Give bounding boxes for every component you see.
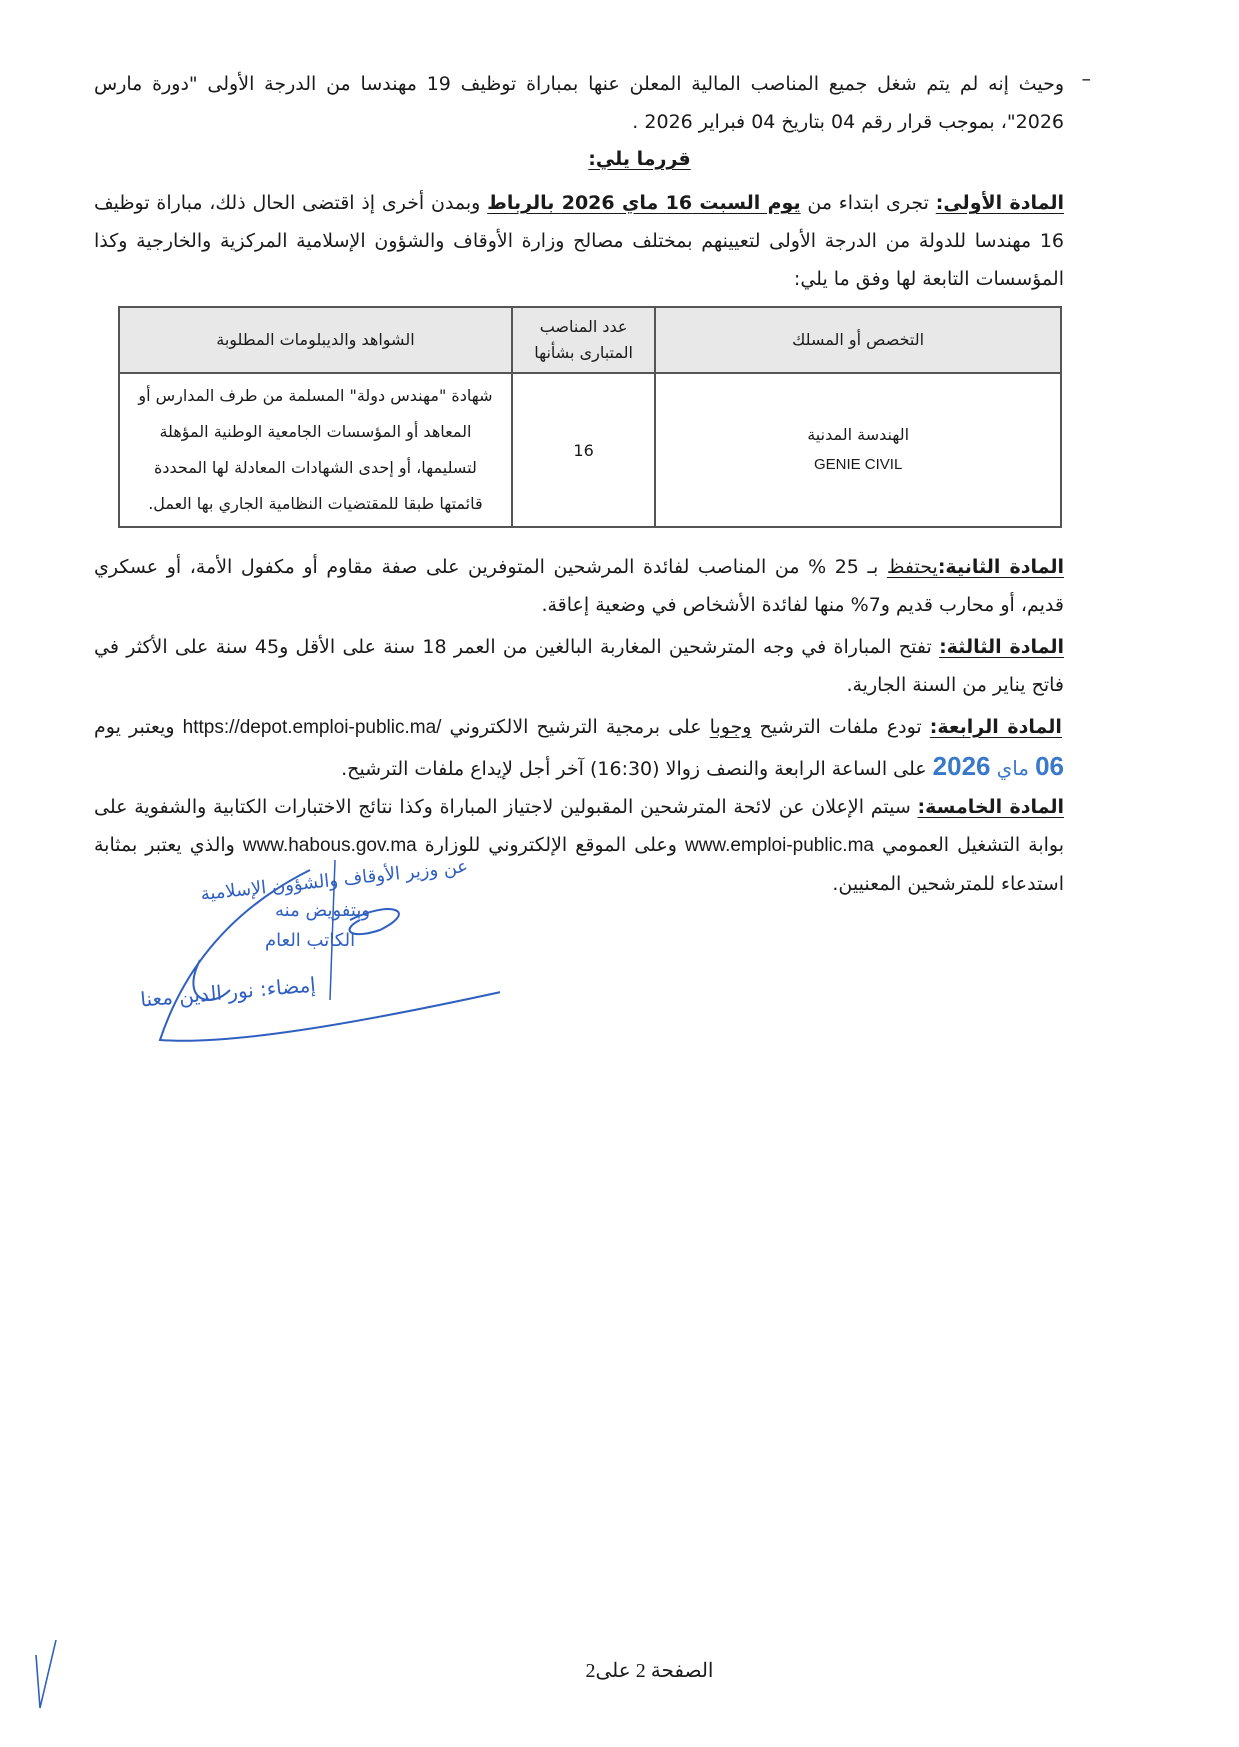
emploi-public-link[interactable]: www.emploi-public.ma	[684, 835, 874, 856]
article-5-text-b: وعلى الموقع الإلكتروني للوزارة	[416, 834, 685, 856]
intro-paragraph	[94, 65, 1064, 141]
specialty-arabic: الهندسة المدنية	[807, 425, 910, 444]
stamp-year: 2026	[932, 751, 991, 781]
article-2-label: المادة الثانية:	[937, 556, 1065, 578]
header-count: عدد المناصب المتبارى بشأنها	[512, 307, 655, 373]
header-specialty: التخصص أو المسلك	[655, 307, 1061, 373]
depot-url-link[interactable]: https://depot.emploi-public.ma/	[182, 717, 442, 738]
positions-table	[118, 306, 1062, 528]
article-4-text-c: ويعتبر يوم	[94, 716, 183, 738]
article-4	[94, 708, 1064, 788]
header-certificates: الشواهد والديبلومات المطلوبة	[119, 307, 512, 373]
signature-line-4: إمضاء: نور الدين معنا	[139, 972, 317, 1012]
deadline-stamp	[927, 751, 1064, 781]
signature-line-1: عن وزير الأوقاف والشؤون الإسلامية	[199, 856, 469, 905]
article-5-label: المادة الخامسة:	[917, 796, 1064, 818]
article-5-text-c: والذي يعتبر بمثابة استدعاء للمترشحين المعنيين.	[94, 834, 1064, 895]
article-4-text-b: على برمجية الترشيح الالكتروني	[441, 716, 710, 738]
cell-certificates: شهادة "مهندس دولة" المسلمة من طرف المدارس أو المعاهد أو المؤسسات الجامعية الوطنية المؤهلة لتسليمها، أو إحدى الشهادات المعادلة لها المحددة قائمتها طبقا للمقتضيات النظامية الجاري بها العمل.	[119, 373, 512, 527]
article-1-label: المادة الأولى:	[935, 192, 1064, 214]
article-5-text-a: سيتم الإعلان عن لائحة المترشحين المقبولين لاجتياز المباراة وكذا نتائج الاختبارات الكتابية والشفوية على بوابة التشغيل العمومي	[94, 796, 1064, 856]
decision-heading: قررما يلي:	[588, 148, 691, 170]
article-4-mandatory: وجوبا	[709, 716, 752, 738]
article-2	[94, 548, 1064, 624]
signature-line-3: الكاتب العام	[265, 930, 356, 951]
article-1	[94, 184, 1064, 298]
intro-text: وحيث إنه لم يتم شغل جميع المناصب المالية المعلن عنها بمباراة توظيف 19 مهندسا من الدرجة الأولى "دورة مارس 2026"، بموجب قرار رقم 04 بتاريخ 04 فبراير 2026 .	[94, 73, 1064, 133]
specialty-french: GENIE CIVIL	[813, 456, 903, 473]
bullet-dash: –	[1081, 68, 1091, 90]
article-2-text: بـ 25 % من المناصب لفائدة المرشحين المتوفرين على صفة مقاوم أو مكفول الأمة، أو عسكري قديم، أو محارب قديم و7% منها لفائدة الأشخاص في وضعية إعاقة.	[94, 556, 1064, 616]
stamp-day: 06	[1035, 751, 1064, 781]
page-number: الصفحة 2 على2	[585, 1660, 714, 1682]
article-3-text: تفتح المباراة في وجه المترشحين المغاربة البالغين من العمر 18 سنة على الأقل و45 سنة على الأكثر في فاتح يناير من السنة الجارية.	[94, 636, 1064, 696]
article-3	[94, 628, 1064, 704]
checkmark-icon	[18, 1630, 58, 1740]
article-3-label: المادة الثالثة:	[939, 636, 1064, 658]
article-4-text-d: على الساعة الرابعة والنصف زوالا (16:30) آخر أجل لإيداع ملفات الترشيح.	[341, 758, 927, 780]
stamp-month: ماي	[996, 756, 1030, 780]
signature-line-2: وبتفويض منه	[275, 900, 371, 921]
article-4-label: المادة الرابعة:	[929, 716, 1062, 738]
article-1-text-before: تجرى ابتداء من	[800, 192, 936, 214]
cell-count: 16	[512, 373, 655, 527]
article-1-date: يوم السبت 16 ماي 2026 بالرباط	[487, 192, 801, 214]
article-1-text-after: وبمدن أخرى إذ اقتضى الحال ذلك، مباراة توظيف 16 مهندسا للدولة من الدرجة الأولى لتعيينهم بمختلف مصالح وزارة الأوقاف والشؤون الإسلامية المركزية والخارجية وكذا المؤسسات التابعة لها وفق ما يلي:	[94, 192, 1064, 290]
habous-link[interactable]: www.habous.gov.ma	[242, 835, 417, 856]
table-header-row	[119, 307, 1061, 373]
handwritten-signature	[100, 856, 500, 1050]
article-4-text-a: تودع ملفات الترشيح	[751, 716, 930, 738]
cell-specialty	[655, 373, 1061, 527]
article-2-verb: يحتفظ	[886, 556, 938, 578]
table-row	[119, 373, 1061, 527]
